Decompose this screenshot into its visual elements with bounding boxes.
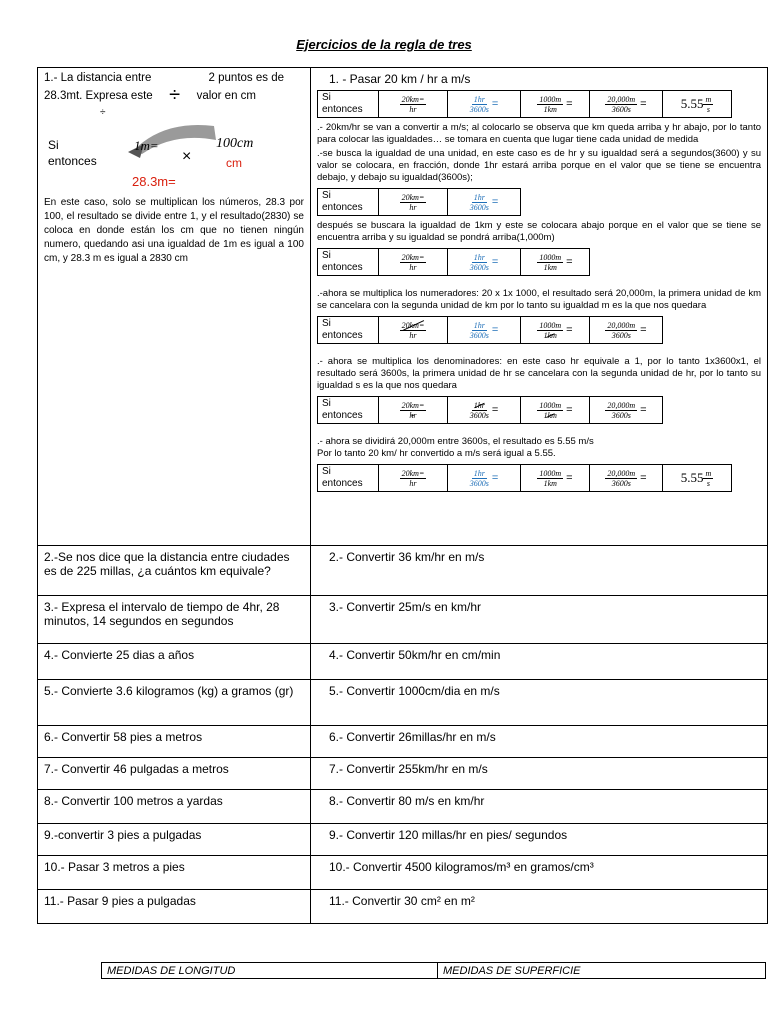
frac-num: 1000m [539,320,562,330]
si-label: Si [322,250,331,261]
frac-den: hr [409,104,417,114]
entonces-label: entonces [322,262,363,273]
frac-num: 20km= [401,400,425,410]
frac-den: 3600s [611,330,631,340]
exercise-right-8: 8.- Convertir 80 m/s en km/hr [311,790,768,824]
exercise-1-right [311,68,768,546]
table-row [38,596,768,644]
explanation-p3: después se buscara la igualdad de 1km y este se colocara abajo porque en el valor que se tiene se encuentra arriba y su igualdad se pondrá arriba(1,000m) [317,220,761,243]
equals-sign: = [640,472,647,484]
frac-den: 3600s [469,104,489,114]
frac-num: 20km= [401,94,425,104]
result-value: 5.55 [680,96,704,111]
frac-num: 20km= [401,320,425,330]
area-measures-header: MEDIDAS DE SUPERFICIE [438,963,766,979]
explanation-p1: .- 20km/hr se van a convertir a m/s; al colocarlo se observa que km queda arriba y hr abajo, por lo tanto para colocar las igualdades… se tomara en cuenta que lugar tiene cada unidad de medida [317,122,761,145]
frac-den: 3600s [469,202,489,212]
exercise-left-10: 10.- Pasar 3 metros a pies [38,856,311,890]
entonces-label: entonces [322,330,363,341]
frac-den: 3600s [611,478,631,488]
equals-sign: = [566,404,573,416]
cm-label: cm [226,156,242,170]
frac-den: hr [409,262,417,272]
frac-den: 3600s [611,104,631,114]
frac-num: 1hr [473,192,485,202]
frac-num: 1hr [473,468,485,478]
frac-den: 3600s [469,330,489,340]
equals-sign: = [491,324,499,336]
table-row [38,546,768,596]
frac-den: hr [409,478,417,488]
exercise-left-7: 7.- Convertir 46 pulgadas a metros [38,758,311,790]
exercise-1-left [38,68,311,546]
exercise-left-6: 6.- Convertir 58 pies a metros [38,726,311,758]
frac-den: s [706,478,710,488]
frac-num: 1000m [539,468,562,478]
conversion-box-6 [317,464,732,492]
frac-num: 20km= [401,252,425,262]
divide-icon: ÷ [169,84,181,106]
frac-den: 3600s [469,410,489,420]
exercise-left-2: 2.-Se nos dice que la distancia entre ciudades es de 225 millas, ¿a cuántos km equivale? [38,546,311,596]
value-283: 28.3m= [132,174,176,189]
frac-num: 20km= [401,468,425,478]
frac-den: s [706,104,710,114]
frac-den: 1km [543,478,557,488]
si-label: Si [322,398,331,409]
frac-den: 3600s [469,262,489,272]
frac-den: 1km [543,262,557,272]
entonces-label: entonces [322,410,363,421]
frac-num: 1hr [473,400,485,410]
frac-den: 1km [543,104,557,114]
table-row [38,68,768,546]
si-label: Si [322,318,331,329]
ex1-line1a: 1.- La distancia entre [44,72,152,84]
frac-num: 20km= [401,192,425,202]
table-row [38,758,768,790]
exercise-right-7: 7.- Convertir 255km/hr en m/s [311,758,768,790]
explanation-p4: .-ahora se multiplica los numeradores: 20 x 1x 1000, el resultado será 20,000m, la primera unidad de km se cancelara con la segunda unidad de km por lo tanto su igualdad m es la que nos quedara [317,288,761,311]
ex1-explanation: En este caso, solo se multiplican los números, 28.3 por 100, el resultado se divide entre 1, y el resultado(2830) se coloca en donde están los cm que no tienen ningún numero, quedando asi una igualdad de 1m es igual a 100 cm, y 28.3 m es igual a 2830 cm [44,197,304,264]
exercise-right-6: 6.- Convertir 26millas/hr en m/s [311,726,768,758]
equals-sign: = [640,98,647,110]
small-divide-icon: ÷ [100,107,106,118]
exercise-table [37,67,768,924]
frac-num: 20,000m [607,320,636,330]
exercise-left-11: 11.- Pasar 9 pies a pulgadas [38,890,311,924]
exercise-right-5: 5.- Convertir 1000cm/dia en m/s [311,680,768,726]
si-label: Si [48,138,59,152]
frac-num: 1hr [473,252,485,262]
frac-den: 3600s [469,478,489,488]
measures-table [101,962,766,979]
table-row [38,824,768,856]
frac-den: hr [409,410,417,420]
frac-den: 1km [543,330,557,340]
si-label: Si [322,190,331,201]
exercise-left-3: 3.- Expresa el intervalo de tiempo de 4hr, 28 minutos, 14 segundos en segundos [38,596,311,644]
ex1-line1b: 2 puntos es de [208,72,284,84]
table-row [38,790,768,824]
ex1-right-heading: 1. - Pasar 20 km / hr a m/s [329,72,471,86]
entonces-label: entonces [322,478,363,489]
frac-num: 20,000m [607,400,636,410]
frac-den: hr [409,202,417,212]
exercise-right-9: 9.- Convertir 120 millas/hr en pies/ segundos [311,824,768,856]
table-row [102,963,766,979]
table-row [38,644,768,680]
table-row [38,726,768,758]
equals-sign: = [491,196,499,208]
table-row [38,856,768,890]
conversion-box-5 [317,396,663,424]
page-title: Ejercicios de la regla de tres [296,37,472,52]
conversion-box-1 [317,90,732,118]
frac-den: 3600s [611,410,631,420]
frac-num: 1000m [539,252,562,262]
ex1-line2b: valor en cm [196,89,256,102]
si-label: Si [322,92,331,103]
equals-sign: = [566,472,573,484]
exercise-right-10: 10.- Convertir 4500 kilogramos/m³ en gramos/cm³ [311,856,768,890]
table-row [38,890,768,924]
frac-num: 20,000m [607,468,636,478]
explanation-p5: .- ahora se multiplica los denominadores: en este caso hr equivale a 1, por lo tanto 1x3600x1, el resultado será 3600s, la primera unidad de hr se cancelara con la segunda unidad de hr, por lo tanto su igualdad s es la que nos quedara [317,356,761,391]
exercise-left-9: 9.-convertir 3 pies a pulgadas [38,824,311,856]
frac-den: hr [409,330,417,340]
exercise-right-4: 4.- Convertir 50km/hr en cm/min [311,644,768,680]
exercise-left-4: 4.- Convierte 25 dias a años [38,644,311,680]
frac-num: m [705,94,712,104]
entonces-label: entonces [322,202,363,213]
frac-num: m [705,468,712,478]
exercise-right-2: 2.- Convertir 36 km/hr en m/s [311,546,768,596]
exercise-left-8: 8.- Convertir 100 metros a yardas [38,790,311,824]
equals-sign: = [491,404,499,416]
conversion-box-4 [317,316,663,344]
equals-sign: = [566,256,573,268]
entonces-label: entonces [322,104,363,115]
equals-sign: = [640,404,647,416]
frac-den: 1km [543,410,557,420]
equals-sign: = [491,472,499,484]
explanation-p6a: .- ahora se dividirá 20,000m entre 3600s, el resultado es 5.55 m/s [317,436,594,447]
equals-sign: = [491,256,499,268]
hundred-cm-value: 100cm [216,136,254,151]
exercise-left-5: 5.- Convierte 3.6 kilogramos (kg) a gramos (gr) [38,680,311,726]
equals-sign: = [566,98,573,110]
equals-sign: = [640,324,647,336]
frac-num: 20,000m [607,94,636,104]
conversion-box-3 [317,248,590,276]
si-label: Si [322,466,331,477]
table-row [38,680,768,726]
entonces-label: entonces [48,154,97,168]
multiply-icon: × [182,148,192,165]
explanation-p2: .-se busca la igualdad de una unidad, en este caso es de hr y su igualdad será a segundos(3600) y su valor se colocara, en fracción, donde 1hr estará arriba porque en el valor que se tiene se encuentra debajo, y debajo su igualdad(3600s); [317,148,761,183]
exercise-right-11: 11.- Convertir 30 cm² en m² [311,890,768,924]
result-value: 5.55 [680,470,704,485]
frac-num: 1000m [539,400,562,410]
frac-num: 1000m [539,94,562,104]
explanation-p6b: Por lo tanto 20 km/ hr convertido a m/s será igual a 5.55. [317,448,556,459]
exercise-right-3: 3.- Convertir 25m/s en km/hr [311,596,768,644]
conversion-box-2 [317,188,521,216]
equals-sign: = [491,98,499,110]
one-meter-value: 1m= [134,138,159,153]
equals-sign: = [566,324,573,336]
ex1-line2a: 28.3mt. Expresa este [44,89,153,102]
length-measures-header: MEDIDAS DE LONGITUD [102,963,438,979]
frac-num: 1hr [473,320,485,330]
frac-num: 1hr [473,94,485,104]
